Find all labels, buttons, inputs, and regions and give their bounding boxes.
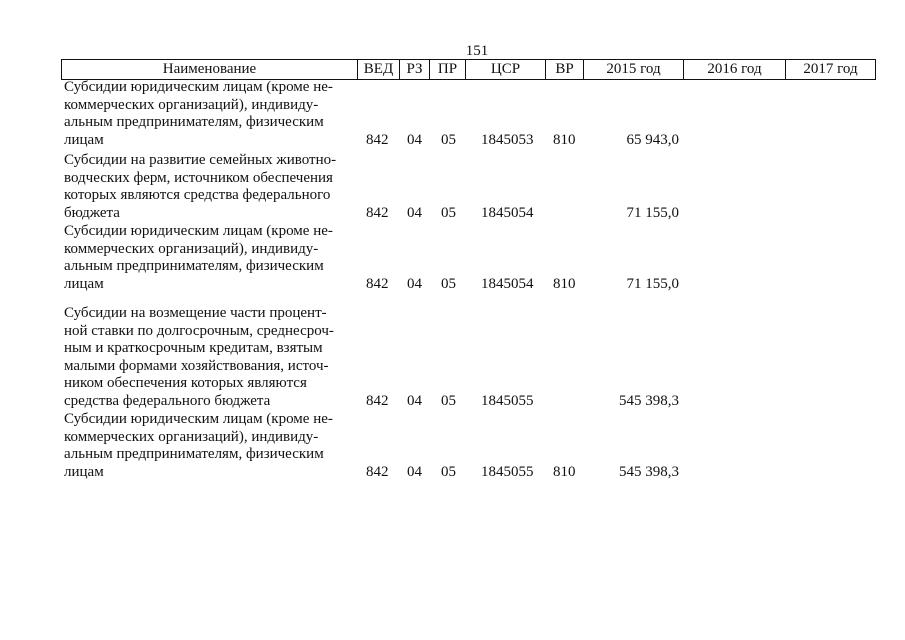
row-csr: 1845053 (481, 131, 534, 148)
row-name: Субсидии юридическим лицам (кроме не- коммерческих организаций), индивиду- альным предпринимателям, физическим лицам (64, 223, 333, 292)
table-row (0, 223, 905, 293)
row-rz: 04 (407, 204, 422, 221)
row-ved: 842 (366, 275, 389, 292)
row-2015: 71 155,0 (626, 204, 679, 221)
row-ved: 842 (366, 204, 389, 221)
header-2017: 2017 год (786, 60, 876, 79)
row-vr: 810 (553, 463, 576, 480)
row-vr: 810 (553, 275, 576, 292)
page-number: 151 (465, 43, 489, 59)
row-ved: 842 (366, 392, 389, 409)
row-vr: 810 (553, 131, 576, 148)
row-name: Субсидии юридическим лицам (кроме не- коммерческих организаций), индивиду- альным предпринимателям, физическим лицам (64, 411, 333, 480)
table-row (0, 152, 905, 222)
row-csr: 1845055 (481, 392, 534, 409)
row-rz: 04 (407, 463, 422, 480)
row-ved: 842 (366, 463, 389, 480)
table-row (0, 79, 905, 149)
row-2015: 65 943,0 (626, 131, 679, 148)
header-pr: ПР (430, 60, 466, 79)
row-rz: 04 (407, 392, 422, 409)
row-2015: 545 398,3 (619, 392, 679, 409)
header-csr: ЦСР (466, 60, 546, 79)
row-pr: 05 (441, 463, 456, 480)
header-vr: ВР (546, 60, 584, 79)
row-pr: 05 (441, 204, 456, 221)
row-2015: 545 398,3 (619, 463, 679, 480)
row-csr: 1845054 (481, 204, 534, 221)
table-row (0, 305, 905, 410)
row-name: Субсидии на развитие семейных животно- водческих ферм, источником обеспечения которых являются средства федерального бюджета (64, 152, 337, 221)
row-pr: 05 (441, 392, 456, 409)
row-ved: 842 (366, 131, 389, 148)
header-name: Наименование (62, 60, 358, 79)
row-name: Субсидии юридическим лицам (кроме не- коммерческих организаций), индивиду- альным предпринимателям, физическим лицам (64, 79, 333, 148)
row-csr: 1845054 (481, 275, 534, 292)
row-csr: 1845055 (481, 463, 534, 480)
table-row (0, 411, 905, 481)
row-pr: 05 (441, 275, 456, 292)
header-ved: ВЕД (358, 60, 400, 79)
header-2016: 2016 год (684, 60, 786, 79)
row-pr: 05 (441, 131, 456, 148)
row-rz: 04 (407, 275, 422, 292)
table-header (61, 59, 876, 80)
header-rz: РЗ (400, 60, 430, 79)
row-name: Субсидии на возмещение части процент- ной ставки по долгосрочным, среднесроч- ным и краткосрочным кредитам, взятым малыми формами хозяйствования, источ- ником обеспечения которых являются средства федерального бюджета (64, 305, 334, 409)
row-rz: 04 (407, 131, 422, 148)
row-2015: 71 155,0 (626, 275, 679, 292)
header-2015: 2015 год (584, 60, 684, 79)
